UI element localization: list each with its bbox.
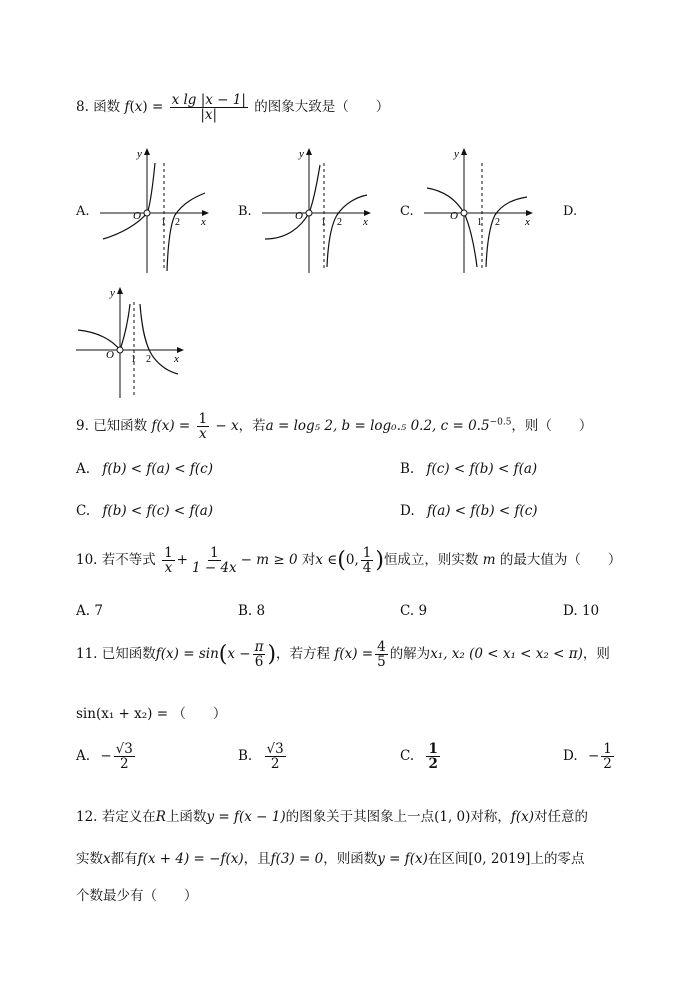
q11-option-d-frac [601, 742, 614, 771]
q11-fx: f(x) = sin [155, 646, 219, 663]
q10-option-d[interactable] [563, 603, 599, 619]
q10-int-a: 0, [345, 552, 359, 569]
q11-option-b-num: √3 [266, 741, 284, 757]
q9-option-a-text: f(b) < f(a) < f(c) [102, 461, 213, 477]
q10-frac2-den: 1 − 4x [191, 560, 237, 577]
tick-1: 1 [477, 217, 482, 228]
x-label: x [174, 353, 179, 365]
q11-option-b-frac [265, 742, 286, 771]
q9-option-c-text: f(b) < f(c) < f(a) [102, 503, 214, 519]
q10-int-open: ( [337, 548, 346, 574]
origin-label: O [295, 210, 303, 222]
q9-option-b-label: B. [400, 461, 415, 477]
curve-mid [464, 213, 477, 267]
q10-option-c-label: C. [400, 603, 415, 619]
q11-option-b-label: B. [238, 748, 253, 765]
y-arrow-icon [306, 148, 312, 155]
q9-lead: 已知函数 [93, 418, 148, 435]
q12-eq2: f(3) = 0 [270, 851, 324, 867]
q9-frac-den: x [199, 426, 207, 443]
q9-option-d-text: f(a) < f(b) < f(c) [426, 503, 538, 519]
q12-pt: (1, 0) [434, 809, 471, 825]
q8-graph-c [419, 143, 539, 275]
q9-number: 9. [76, 418, 89, 435]
q12-fn1: y = f(x − 1) [206, 809, 286, 825]
y-arrow-icon [461, 148, 467, 155]
q12-line1-c: 的图象关于其图象上一点 [285, 809, 435, 825]
q9-after-frac: − x [215, 418, 239, 435]
q11-line2: sin(x₁ + x₂) = （ ） [76, 706, 227, 722]
curve-mid [309, 165, 320, 213]
q11-eq: f(x) = [334, 646, 374, 663]
q8-graph-d [72, 282, 192, 400]
origin-label: O [133, 210, 141, 222]
q11-option-a[interactable] [76, 742, 137, 771]
q8-number: 8. [76, 99, 89, 116]
q11-option-c-den: 2 [428, 756, 438, 773]
q11-option-c-num: 1 [428, 741, 438, 757]
q12-line2-c: ，且 [243, 851, 271, 867]
q10-option-d-label: D. [563, 603, 578, 619]
q11-option-a-sign: − [100, 748, 112, 765]
q11-number: 11. [76, 646, 98, 663]
q9-option-c[interactable] [76, 503, 213, 519]
q8-tail: 的图象大致是（ ） [254, 99, 390, 116]
q9-option-a-label: A. [76, 461, 91, 477]
origin-label: O [450, 210, 458, 222]
q10-frac1 [162, 546, 175, 575]
tick-1: 1 [321, 217, 326, 228]
curve-left [78, 330, 120, 350]
q12-line2-e: 在区间 [427, 851, 469, 867]
y-label: y [110, 287, 115, 299]
q11-option-d-label: D. [563, 748, 578, 765]
q11-lead: 已知函数 [101, 646, 156, 663]
q8-fraction [170, 93, 248, 122]
q11-paren-open: ( [218, 642, 228, 668]
q11-option-c-frac [426, 742, 439, 771]
q9-stem [76, 412, 592, 441]
q11-val-den: 5 [377, 654, 386, 671]
q8-option-b-label[interactable]: B. [238, 204, 252, 219]
q9-option-c-label: C. [76, 503, 91, 519]
q8-lead: 函数 [93, 99, 121, 116]
q8-numerator: x lg |x − 1| [171, 92, 246, 108]
q10-plus: + [176, 552, 188, 569]
q12-line2-f: 上的零点 [530, 851, 585, 867]
q12-line2-d: ，则函数 [323, 851, 378, 867]
q10-option-b-text: 8 [256, 603, 266, 619]
q10-int-den: 4 [362, 560, 372, 577]
q9-cond-exp: −0.5 [489, 417, 512, 428]
tick-1: 1 [131, 354, 136, 365]
q11-option-d-sign: − [587, 748, 600, 765]
origin-hole [144, 210, 150, 216]
q9-option-d[interactable] [400, 503, 538, 519]
x-label: x [525, 216, 530, 228]
q10-int-num: 1 [362, 545, 372, 561]
q9-cond: a = log₅ 2, b = log₀.₅ 0.2, c = 0.5 [265, 418, 490, 435]
q9-option-b-text: f(c) < f(b) < f(a) [426, 461, 538, 477]
q10-stem [76, 546, 621, 575]
q10-frac2-num: 1 [210, 545, 219, 561]
q11-val-num: 4 [377, 639, 386, 655]
curve-left [427, 188, 464, 213]
q10-option-b-label: B. [238, 603, 253, 619]
q9-fx: f(x) = [151, 418, 191, 435]
q10-tail: 恒成立，则实数 [383, 552, 479, 569]
tick-2: 2 [146, 354, 151, 365]
q8-graph-a [95, 143, 215, 275]
q12-line1-a: 12. 若定义在 [76, 809, 156, 825]
curve-right [167, 193, 205, 271]
tick-1: 1 [161, 217, 166, 228]
q10-option-a-text: 7 [94, 603, 103, 619]
q11-mid2: 的解为 [389, 646, 431, 663]
q11-pi-num: π [254, 639, 264, 655]
q11-option-d-den: 2 [603, 756, 612, 773]
q11-x-minus: x − [227, 646, 251, 663]
x-label: x [363, 216, 368, 228]
q11-mid: ，若方程 [276, 646, 331, 663]
q10-option-a[interactable] [76, 603, 103, 619]
tick-2: 2 [175, 217, 180, 228]
q11-val-frac [375, 640, 388, 669]
q11-tail: ，则 [582, 646, 610, 663]
q10-var: m [482, 552, 496, 569]
q12-line2 [76, 847, 584, 867]
origin-hole [306, 210, 312, 216]
q10-option-d-text: 10 [581, 603, 600, 619]
q8-graph-b [257, 143, 377, 275]
q11-option-c[interactable] [400, 742, 442, 771]
q8-option-a-label[interactable]: A. [76, 204, 90, 219]
curve-right [327, 195, 367, 267]
q11-sols: x₁, x₂ (0 < x₁ < x₂ < π) [430, 646, 583, 663]
q10-x-in: x ∈ [315, 552, 338, 569]
y-arrow-icon [144, 148, 150, 155]
q10-frac1-den: x [164, 560, 173, 577]
q10-lead: 若不等式 [101, 552, 156, 569]
q10-rest: − m ≥ 0 [240, 552, 298, 569]
q12-line1-d: 对称， [470, 809, 511, 825]
x-label: x [201, 216, 206, 228]
q10-mid: 对 [301, 552, 316, 569]
q12-fx: f(x) [510, 809, 535, 825]
q12-fn2: y = f(x) [377, 851, 428, 867]
q12-interval: [0, 2019] [468, 851, 531, 867]
y-label: y [454, 148, 459, 160]
q11-stem [76, 640, 610, 669]
q11-paren-close: ) [267, 642, 277, 668]
q12-line3: 个数最少有（ ） [76, 888, 198, 904]
y-label: y [137, 148, 142, 160]
q12-xv: x [103, 851, 111, 867]
q8-stem: 8. 函数 f(x) = $\frac{\text{x lg |x − 1|}}{|x|}$ 的图象大致是（ ） [76, 92, 390, 124]
q9-option-b[interactable] [400, 461, 537, 477]
q10-tail2: 的最大值为（ ） [499, 552, 622, 569]
q11-option-b[interactable] [238, 742, 288, 771]
q10-option-a-label: A. [76, 603, 91, 619]
q8-fx: f [124, 99, 130, 116]
q12-line1-e: 对任意的 [534, 809, 589, 825]
q9-fraction [197, 412, 210, 441]
q11-pi-den: 6 [254, 654, 264, 671]
q10-number: 10. [76, 552, 98, 569]
q11-option-b-den: 2 [270, 756, 280, 773]
q11-pi-frac [253, 640, 266, 669]
q11-option-d[interactable] [563, 742, 616, 771]
y-label: y [299, 148, 304, 160]
q8-option-d-label[interactable]: D. [563, 204, 578, 219]
q12-line2-b: 都有 [110, 851, 138, 867]
q12-eq1: f(x + 4) = −f(x) [137, 851, 244, 867]
q10-option-c-text: 9 [418, 603, 428, 619]
q9-cond-lead: ，若 [238, 418, 266, 435]
q9-option-a[interactable] [76, 461, 213, 477]
q10-frac1-num: 1 [164, 545, 173, 561]
q10-option-c[interactable] [400, 603, 427, 619]
q11-option-c-label: C. [400, 748, 415, 765]
curve-mid [120, 304, 130, 350]
q8-option-c-label[interactable]: C. [400, 204, 414, 219]
q12-line1 [76, 805, 588, 825]
curve-mid [147, 163, 155, 213]
q10-int-close: ) [375, 548, 384, 574]
q10-frac2 [190, 546, 239, 575]
tick-2: 2 [495, 217, 500, 228]
q11-option-d-num: 1 [603, 741, 612, 757]
y-arrow-icon [117, 287, 123, 294]
q8-denominator: |x| [200, 107, 218, 124]
q9-option-d-label: D. [400, 503, 415, 519]
q12-R: R [155, 809, 166, 825]
q10-int-frac [361, 546, 374, 575]
q12-line2-a: 实数 [76, 851, 103, 867]
q11-option-a-num: √3 [115, 741, 133, 757]
q11-option-a-frac [114, 742, 135, 771]
tick-2: 2 [337, 217, 342, 228]
origin-label: O [106, 349, 114, 361]
q9-tail: ，则（ ） [511, 418, 593, 435]
q10-option-b[interactable] [238, 603, 265, 619]
q12-line1-b: 上函数 [165, 809, 207, 825]
curve-right [486, 197, 527, 267]
q11-option-a-den: 2 [119, 756, 129, 773]
q11-option-a-label: A. [76, 748, 91, 765]
q9-frac-num: 1 [198, 411, 208, 427]
origin-hole [117, 347, 123, 353]
origin-hole [461, 210, 467, 216]
